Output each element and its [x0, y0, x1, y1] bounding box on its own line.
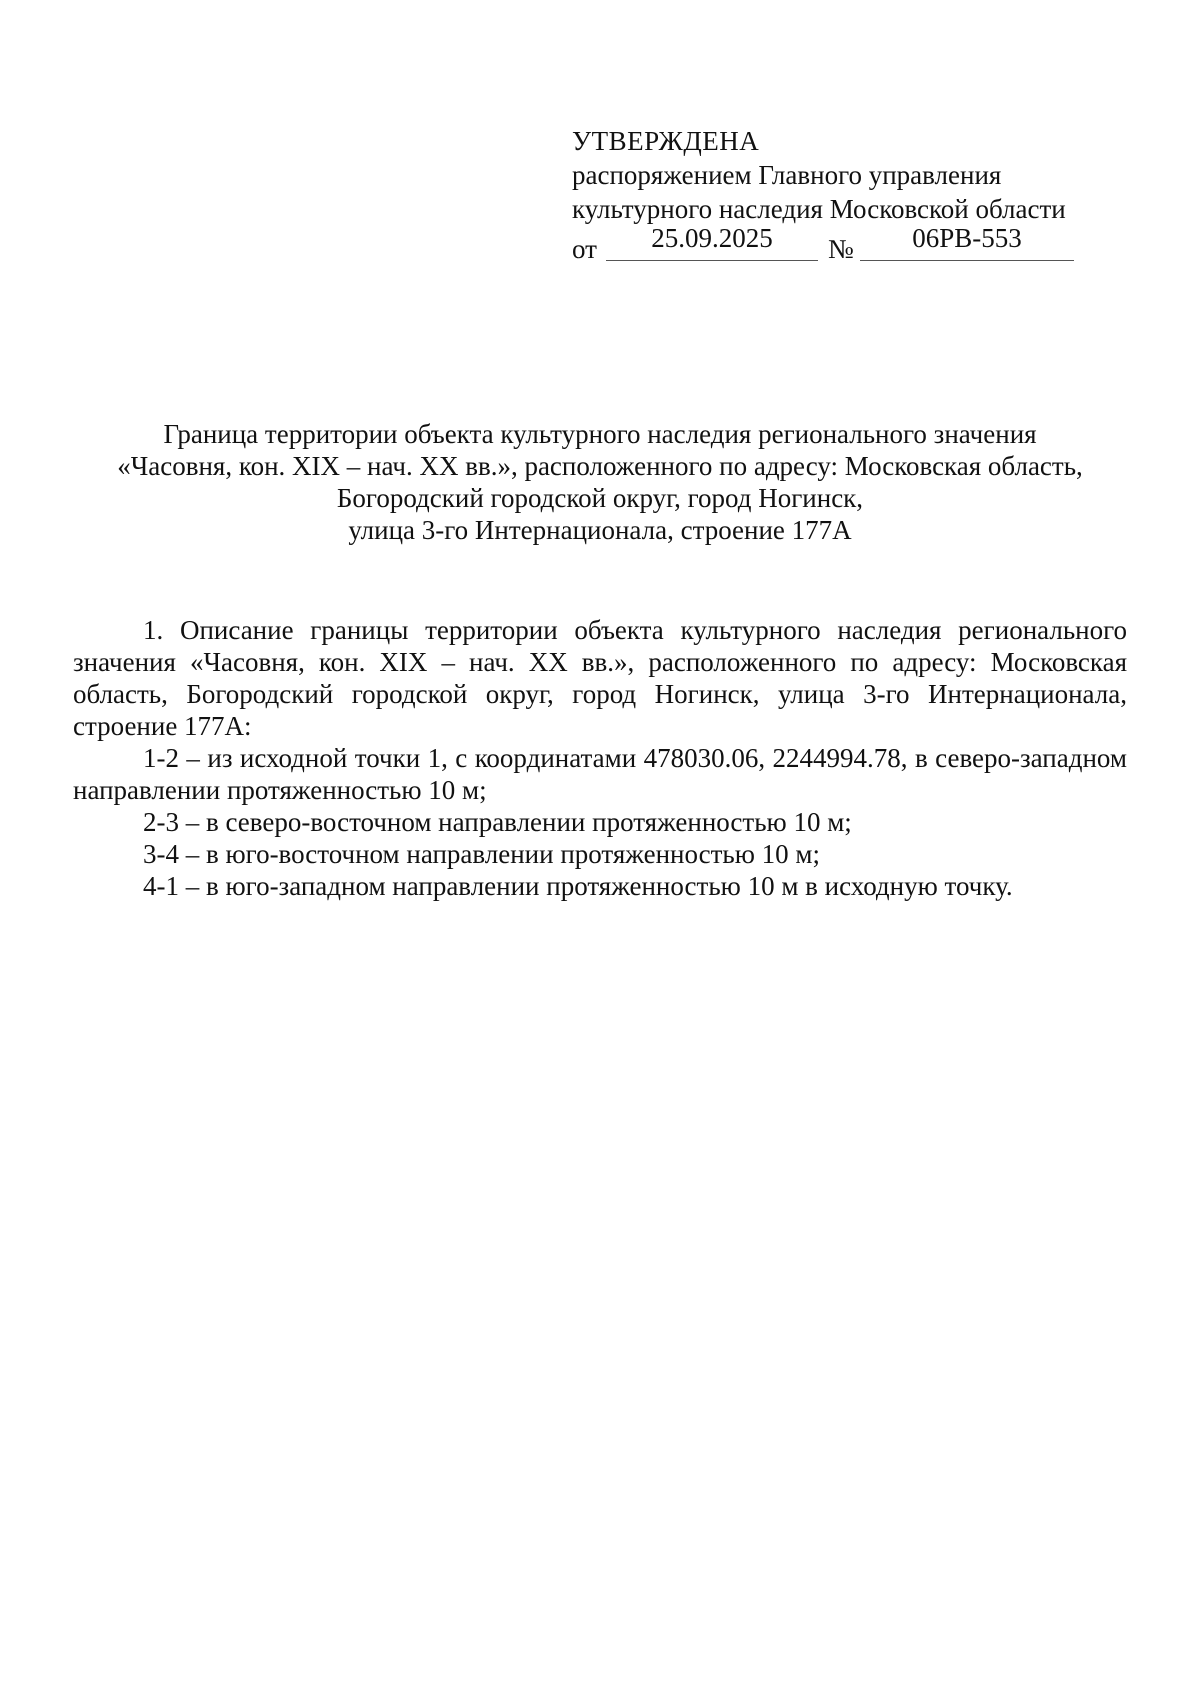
approval-block	[572, 124, 1132, 268]
approval-authority-line-1: распоряжением Главного управления	[572, 160, 1002, 190]
paragraph-segment-1-2: 1-2 – из исходной точки 1, с координатами 478030.06, 2244994.78, в северо-западном направлении протяженностью 10 м;	[73, 743, 1127, 805]
date-field: 25.09.2025	[606, 226, 818, 261]
document-heading	[70, 418, 1130, 546]
paragraph-segment-2-3: 2-3 – в северо-восточном направлении протяженностью 10 м;	[143, 807, 852, 837]
heading-line-1: Граница территории объекта культурного наследия регионального значения	[163, 419, 1037, 449]
approval-title: УТВЕРЖДЕНА	[572, 126, 760, 156]
date-label: от	[572, 234, 597, 264]
heading-line-3: Богородский городской округ, город Ногинск,	[336, 483, 864, 513]
paragraph-segment-4-1: 4-1 – в юго-западном направлении протяженностью 10 м в исходную точку.	[143, 871, 1013, 901]
number-label: №	[828, 234, 854, 264]
approval-date-number-line	[572, 223, 1132, 268]
approval-authority-line-2: культурного наследия Московской области	[572, 194, 1066, 224]
paragraph-boundary-description: 1. Описание границы территории объекта культурного наследия регионального значения «Часовня, кон. XIX – нач. XX вв.», расположенного по адресу: Московская область, Богородский городской округ, город Ногинск, улица 3-го Интернационала, строение 177А:	[73, 615, 1127, 741]
heading-line-4: улица 3-го Интернационала, строение 177А	[348, 515, 852, 545]
number-field: 06РВ-553	[860, 226, 1074, 261]
heading-line-2: «Часовня, кон. XIX – нач. XX вв.», расположенного по адресу: Московская область,	[117, 451, 1083, 481]
document-body	[73, 614, 1127, 902]
paragraph-segment-3-4: 3-4 – в юго-восточном направлении протяженностью 10 м;	[143, 839, 820, 869]
